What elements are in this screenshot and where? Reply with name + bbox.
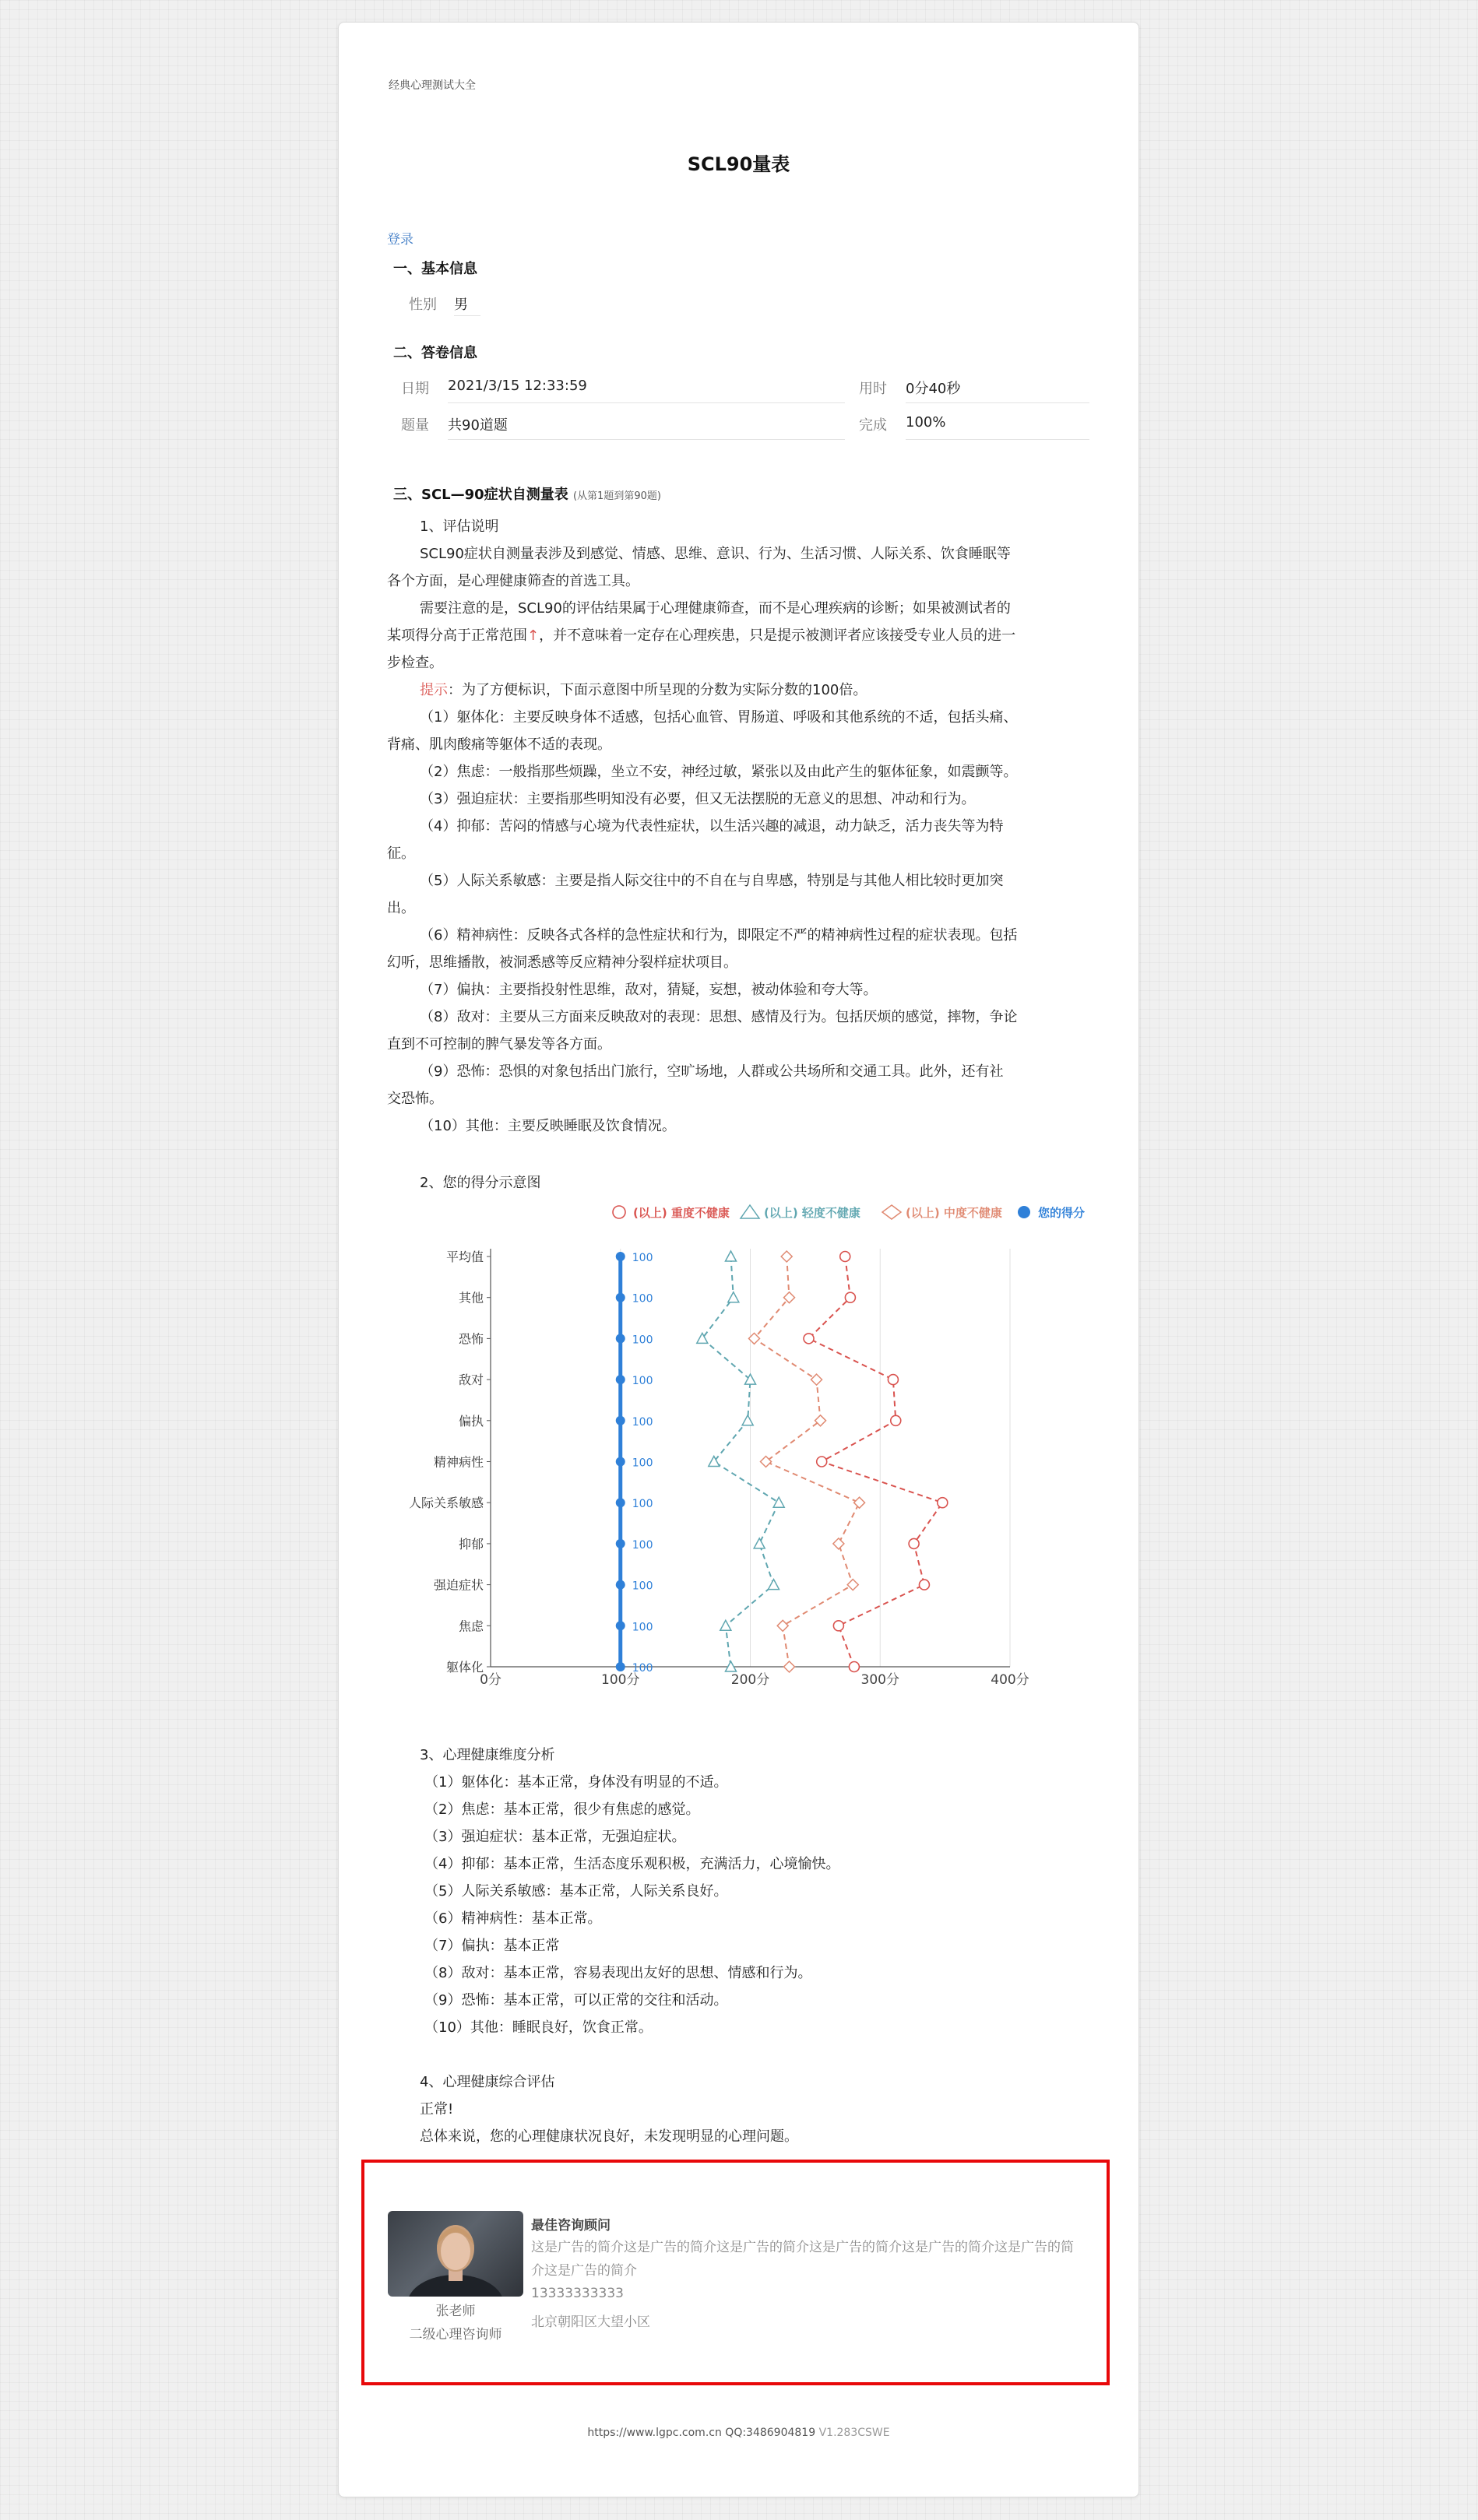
my-score-point <box>616 1293 625 1302</box>
analysis-item: （3）强迫症状：基本正常，无强迫症状。 <box>424 1829 686 1845</box>
consultant-role: 二级心理咨询师 <box>409 2327 502 2343</box>
x-tick-label: 300分 <box>860 1672 899 1688</box>
my-score-point <box>616 1416 625 1425</box>
analysis-item: （1）躯体化：基本正常，身体没有明显的不适。 <box>424 1774 728 1791</box>
count-value: 共90道题 <box>448 414 845 440</box>
x-tick-label: 400分 <box>991 1672 1029 1688</box>
scl-section-title <box>393 483 661 504</box>
dim-desc-1b: 背痛、肌肉酸痛等躯体不适的表现。 <box>387 736 611 753</box>
data-label: 100 <box>632 1538 653 1552</box>
my-score-point <box>616 1375 625 1384</box>
legend-triangle-icon <box>741 1205 759 1218</box>
moderate-point <box>833 1538 844 1549</box>
analysis-item: （7）偏执：基本正常 <box>424 1938 560 1954</box>
severe-point <box>804 1334 814 1344</box>
eval-p2c: 步检查。 <box>387 655 443 671</box>
category-label: 恐怖 <box>458 1331 484 1347</box>
data-label: 100 <box>632 1292 653 1306</box>
moderate-point <box>854 1497 865 1508</box>
analysis-item: （4）抑郁：基本正常，生活态度乐观积极，充满活力，心境愉快。 <box>424 1856 840 1872</box>
severe-point <box>938 1498 948 1508</box>
category-label: 强迫症状 <box>433 1577 484 1593</box>
consultant-heading: 最佳咨询顾问 <box>531 2218 611 2234</box>
data-label: 100 <box>632 1415 653 1429</box>
x-tick-label: 100分 <box>601 1672 640 1688</box>
my-score-point <box>616 1580 625 1590</box>
result-card <box>338 22 1139 2497</box>
data-label: 100 <box>632 1252 653 1264</box>
dim-desc-4a: （4）抑郁：苦闷的情感与心境为代表性症状，以生活兴趣的减退，动力缺乏，活力丧失等为特 <box>420 818 1004 835</box>
analysis-list <box>424 1769 1094 2041</box>
category-label: 抑郁 <box>458 1536 484 1552</box>
mild-point <box>725 1251 736 1261</box>
category-label: 精神病性 <box>433 1454 484 1470</box>
overall-result: 正常! <box>420 2101 454 2118</box>
data-label: 100 <box>632 1621 653 1634</box>
my-score-point <box>616 1539 625 1548</box>
analysis-item: （10）其他：睡眠良好，饮食正常。 <box>424 2019 653 2036</box>
dim-desc-7: （7）偏执：主要指投射性思维，敌对，猜疑，妄想，被动体验和夸大等。 <box>420 982 878 998</box>
series-line <box>809 1256 943 1667</box>
scl-title-text: 三、SCL—90症状自测量表 <box>393 487 568 503</box>
data-label: 100 <box>632 1334 653 1347</box>
severe-point <box>909 1538 919 1548</box>
dim-desc-8b: 直到不可控制的脾气暴发等各方面。 <box>387 1036 611 1053</box>
category-label: 躯体化 <box>445 1660 484 1675</box>
eval-p1b: 各个方面，是心理健康筛查的首选工具。 <box>387 573 639 589</box>
eval-p1a: SCL90症状自测量表涉及到感觉、情感、思维、意识、行为、生活习惯、人际关系、饮食睡眠等 <box>420 546 1011 562</box>
analysis-title: 3、心理健康维度分析 <box>420 1747 555 1763</box>
category-label: 其他 <box>458 1290 484 1306</box>
dim-desc-9b: 交恐怖。 <box>387 1091 443 1107</box>
legend-label: (以上) 中度不健康 <box>906 1206 1002 1220</box>
basic-info-title: 一、基本信息 <box>393 261 477 277</box>
hint-line <box>387 677 1103 704</box>
severe-point <box>891 1415 901 1425</box>
mild-point <box>728 1292 739 1302</box>
my-score-point <box>616 1334 625 1343</box>
category-label: 人际关系敏感 <box>408 1495 484 1511</box>
mild-point <box>773 1497 784 1507</box>
legend-label: (以上) 重度不健康 <box>633 1206 730 1220</box>
severe-point <box>849 1662 859 1672</box>
dim-desc-2: （2）焦虑：一般指那些烦躁，坐立不安，神经过敏，紧张以及由此产生的躯体征象，如震颤等。 <box>420 764 1018 780</box>
score-chart <box>385 1190 1117 1696</box>
legend-label: (以上) 轻度不健康 <box>764 1206 860 1220</box>
my-score-point <box>616 1457 625 1467</box>
eval-description <box>387 513 1103 1140</box>
consultant-intro-b: 介这是广告的简介 <box>531 2263 637 2279</box>
eval-p2b-pre: 某项得分高于正常范围 <box>387 627 527 644</box>
consultant-name: 张老师 <box>435 2304 476 2319</box>
moderate-point <box>847 1580 858 1590</box>
page-title: SCL90量表 <box>687 153 790 175</box>
data-label: 100 <box>632 1375 653 1388</box>
data-label: 100 <box>632 1580 653 1593</box>
analysis-item: （6）精神病性：基本正常。 <box>424 1910 602 1927</box>
footer-qq: QQ:3486904819 <box>725 2427 816 2439</box>
login-link[interactable]: 登录 <box>387 232 413 248</box>
severe-point <box>919 1580 929 1590</box>
consultant-ad[interactable] <box>361 2160 1110 2385</box>
hint-label: 提示 <box>420 682 448 698</box>
analysis-item: （9）恐怖：基本正常，可以正常的交往和活动。 <box>424 1992 728 2009</box>
severe-point <box>833 1621 843 1631</box>
consultant-address: 北京朝阳区大望小区 <box>531 2314 650 2330</box>
footer-url[interactable]: https://www.lgpc.com.cn <box>587 2427 722 2439</box>
eval-title: 1、评估说明 <box>420 518 499 535</box>
dim-desc-4b: 征。 <box>387 845 415 862</box>
category-label: 敌对 <box>458 1372 484 1388</box>
moderate-point <box>781 1251 792 1262</box>
dim-desc-3: （3）强迫症状：主要指那些明知没有必要，但又无法摆脱的无意义的思想、冲动和行为。 <box>420 791 976 807</box>
data-label: 100 <box>632 1457 653 1470</box>
consultant-intro-a: 这是广告的简介这是广告的简介这是广告的简介这是广告的简介这是广告的简介这是广告的简 <box>531 2240 1074 2255</box>
dim-desc-6a: （6）精神病性：反映各式各样的急性症状和行为，即限定不严的精神病性过程的症状表现。包括 <box>420 927 1018 944</box>
moderate-point <box>784 1292 795 1303</box>
site-name: 经典心理测试大全 <box>389 79 476 92</box>
consultant-intro <box>531 2236 1092 2283</box>
dim-desc-10: （10）其他：主要反映睡眠及饮食情况。 <box>420 1118 676 1134</box>
dim-desc-1a: （1）躯体化：主要反映身体不适感，包括心血管、胃肠道、呼吸和其他系统的不适，包括头痛、 <box>420 709 1018 726</box>
dim-desc-6b: 幻听，思维播散，被洞悉感等反应精神分裂样症状项目。 <box>387 954 737 971</box>
analysis-item: （5）人际关系敏感：基本正常，人际关系良好。 <box>424 1883 728 1900</box>
my-score-point <box>616 1621 625 1630</box>
footer <box>339 2427 1138 2439</box>
dim-desc-9a: （9）恐怖：恐惧的对象包括出门旅行，空旷场地，人群或公共场所和交通工具。此外，还有社 <box>420 1063 1004 1080</box>
chart-title: 2、您的得分示意图 <box>420 1175 541 1191</box>
scl-title-sub: (从第1题到第90题) <box>572 490 661 502</box>
count-label: 题量 <box>401 417 429 434</box>
x-tick-label: 0分 <box>480 1672 501 1688</box>
legend-dot-icon <box>1018 1206 1030 1218</box>
consultant-phone: 13333333333 <box>531 2286 624 2301</box>
complete-label: 完成 <box>859 417 887 434</box>
gender-value: 男 <box>454 293 480 316</box>
legend-diamond-icon <box>882 1205 901 1219</box>
date-label: 日期 <box>401 381 429 397</box>
moderate-point <box>777 1620 788 1631</box>
eval-p2a: 需要注意的是，SCL90的评估结果属于心理健康筛查，而不是心理疾病的诊断；如果被测试者的 <box>420 600 1011 617</box>
overall-title: 4、心理健康综合评估 <box>420 2074 555 2090</box>
person-avatar-icon <box>388 2211 523 2297</box>
severe-point <box>840 1252 850 1262</box>
category-label: 偏执 <box>458 1413 484 1429</box>
mild-point <box>754 1538 765 1548</box>
category-label: 焦虑 <box>458 1618 484 1634</box>
legend-circle-icon <box>613 1206 625 1218</box>
overall-text: 总体来说，您的心理健康状况良好，未发现明显的心理问题。 <box>420 2128 798 2145</box>
eval-p2b-post: ，并不意味着一定存在心理疾患，只是提示被测评者应该接受专业人员的进一 <box>539 627 1016 644</box>
dim-desc-5a: （5）人际关系敏感：主要是指人际交往中的不自在与自卑感，特别是与其他人相比较时更加突 <box>420 873 1004 889</box>
up-arrow-icon: ↑ <box>527 627 540 644</box>
dim-desc-8a: （8）敌对：主要从三方面来反映敌对的表现：思想、感情及行为。包括厌烦的感觉，摔物，争论 <box>420 1009 1018 1025</box>
analysis-item: （8）敌对：基本正常，容易表现出友好的思想、情感和行为。 <box>424 1965 812 1981</box>
hint-text: ：为了方便标识，下面示意图中所呈现的分数为实际分数的100倍。 <box>448 682 867 698</box>
mild-point <box>769 1580 779 1590</box>
answer-info-title: 二、答卷信息 <box>393 345 477 361</box>
severe-point <box>888 1375 898 1385</box>
category-label: 平均值 <box>445 1249 484 1264</box>
data-label: 100 <box>632 1662 653 1675</box>
my-score-point <box>616 1498 625 1507</box>
moderate-point <box>784 1661 795 1672</box>
time-label: 用时 <box>859 381 887 397</box>
mild-point <box>742 1415 753 1425</box>
legend-label: 您的得分 <box>1038 1206 1086 1220</box>
footer-version: V1.283CSWE <box>818 2427 890 2439</box>
x-tick-label: 200分 <box>730 1672 770 1688</box>
eval-p2b <box>387 622 1103 649</box>
time-value: 0分40秒 <box>906 378 1089 403</box>
gender-label: 性别 <box>409 297 437 313</box>
my-score-point <box>616 1662 625 1671</box>
complete-value: 100% <box>906 414 1089 440</box>
data-label: 100 <box>632 1498 653 1511</box>
severe-point <box>845 1292 855 1302</box>
my-score-point <box>616 1252 625 1261</box>
dim-desc-5b: 出。 <box>387 900 415 916</box>
moderate-point <box>811 1374 822 1385</box>
consultant-photo[interactable] <box>388 2211 523 2297</box>
analysis-item: （2）焦虑：基本正常，很少有焦虑的感觉。 <box>424 1801 700 1818</box>
mild-point <box>720 1620 731 1630</box>
date-value: 2021/3/15 12:33:59 <box>448 378 845 403</box>
severe-point <box>817 1457 827 1467</box>
